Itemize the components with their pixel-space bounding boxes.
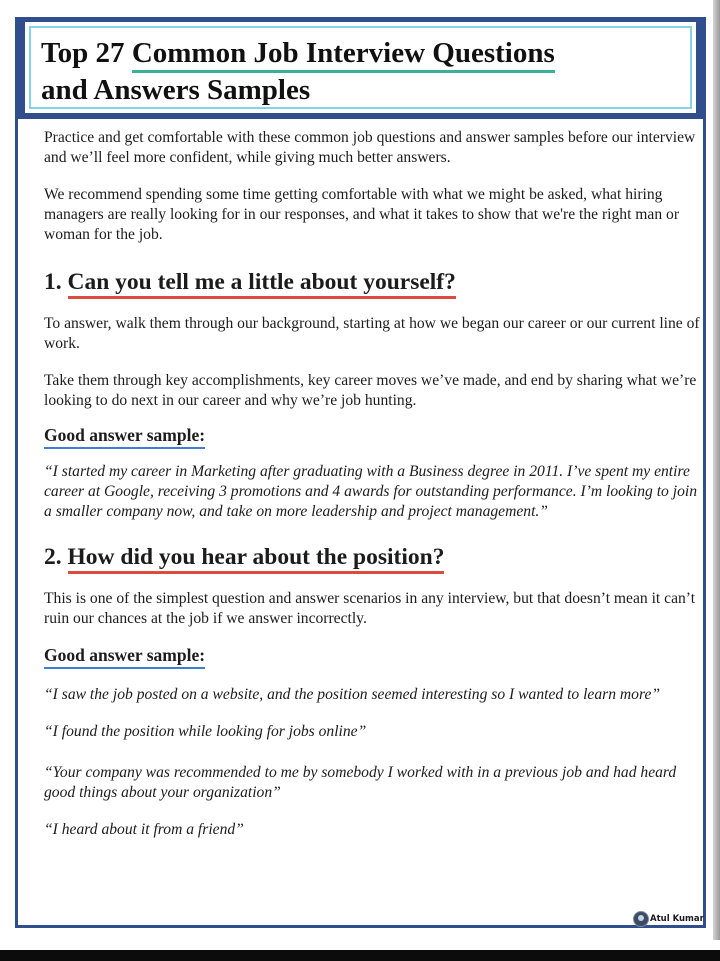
title-inner-box [25, 22, 696, 113]
title-prefix: Top 27 [41, 37, 132, 69]
title-highlight: Common Job Interview Questions [132, 37, 555, 73]
question-1-sample-label-row [44, 424, 700, 449]
title-line-2: and Answers Samples [41, 74, 311, 106]
bottom-black-bar [0, 950, 720, 961]
question-1-heading [44, 267, 700, 297]
question-2-sample-1: “I saw the job posted on a website, and the position seemed interesting so I wanted to learn more” [44, 686, 661, 703]
intro-paragraph-2: We recommend spending some time getting comfortable with what we might be asked, what hiring managers are really looking for in our responses, and what it takes to show that we're the right man or woman for the job. [44, 186, 680, 243]
question-2-paragraph: This is one of the simplest question and answer scenarios in any interview, but that doesn’t mean it can’t ruin our chances at the job if we answer incorrectly. [44, 590, 696, 627]
question-2-sample-3: “Your company was recommended to me by somebody I worked with in a previous job and had heard good things about your organization” [44, 764, 677, 801]
page-title [41, 35, 555, 109]
question-1-sample-label: Good answer sample: [44, 424, 205, 449]
page-edge-shadow [713, 0, 720, 940]
question-2-heading [44, 542, 700, 572]
question-2-number: 2. [44, 544, 68, 570]
question-2-sample-2: “I found the position while looking for jobs online” [44, 723, 367, 740]
question-1-text: Can you tell me a little about yourself? [68, 269, 456, 299]
question-1-paragraph-1: To answer, walk them through our background, starting at how we began our career or our current line of work. [44, 315, 700, 352]
article-body [44, 128, 700, 840]
watermark-text: Atul Kumar [650, 914, 704, 924]
intro-paragraph-1: Practice and get comfortable with these common job questions and answer samples before our interview and we’ll feel more confident, while giving much better answers. [44, 129, 696, 166]
question-2-text: How did you hear about the position? [68, 544, 445, 574]
question-2-sample-label: Good answer sample: [44, 644, 205, 669]
question-2-sample-label-row [44, 644, 700, 669]
author-watermark [633, 910, 704, 928]
avatar-icon [633, 911, 649, 927]
question-1-sample-answer: “I started my career in Marketing after graduating with a Business degree in 2011. I’ve spent my entire career at Google, receiving 3 promotions and 4 awards for outstanding performance. I’m looking to join a smaller company now, and take on more leadership and project management.” [44, 463, 697, 520]
title-banner [15, 17, 706, 119]
question-1-paragraph-2: Take them through key accomplishments, key career moves we’ve made, and end by sharing what we’re looking to do next in our career and why we’re job hunting. [44, 372, 697, 409]
question-1-number: 1. [44, 269, 68, 295]
question-2-sample-4: “I heard about it from a friend” [44, 821, 244, 838]
